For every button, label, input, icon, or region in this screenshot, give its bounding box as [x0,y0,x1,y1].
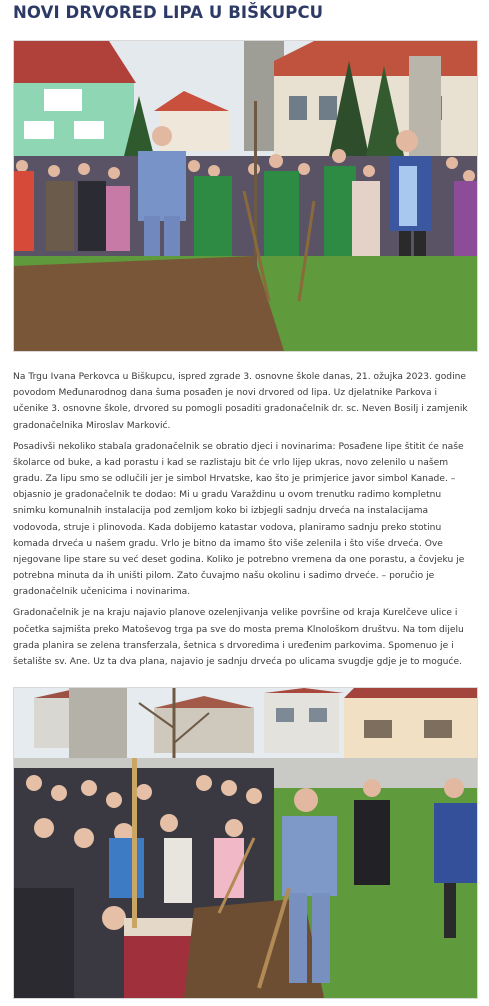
article-paragraph-1: Na Trgu Ivana Perkovca u Biškupcu, ispred zgrade 3. osnovne škole danas, 21. ožujka 2023. godine povodom Međunarodnog dana šuma posađen je novi drvored od lipa. Uz djelatnike Parkova i učenike 3. osnovne škole, drvored su pomogli posaditi gradonačelnik dr. sc. Neven Bosilj i zamjenik gradonačelnika Miroslav Marković. [13,372,468,431]
article-paragraph-3: Gradonačelnik je na kraju najavio planove ozelenjivanja velike površine od kraja Kurelčeve ulice i početka sajmišta preko Matoševog trga pa sve do mosta prema Klnološkom društvu. Na tom dijelu grada planira se zelena transferzala, šetnica s drvoredima i uređenim parkovima. Spomenuo je i šetalište sv. Ane. Uz ta dva plana, najavio je sadnju drveća po ulicama svugdje gdje je to moguće. [13,608,464,668]
article-paragraph-2: Posadivši nekoliko stabala gradonačelnik se obratio djeci i novinarima: Posađene lipe štitit će naše školarce od buke, a kad porastu i kad se razlistaju bit će vrlo lijep ukras, novo zelenilo u našem gradu. Za lipu smo se odlučili jer je simbol Hrvatske, kao što je primjerice javor simbol Kanade. – objasnio je gradonačelnik te dodao: Mi u gradu Varaždinu u ovom trenutku radimo kompletnu snimku komunalnih instalacija pod zemljom koko bi izbjegli sadnju drveća na instalacijama vodovoda, struje i plinovoda. Kada dobijemo katastar vodova, planiramo sadnju preko stotinu komada drveća u našem gradu. Vrlo je bitno da imamo što više zelenila i što više drveća. Ove njegovane lipe stare su već deset godina. Koliko je potrebno vremena da one porastu, a čovjeku je potrebna minuta da ih uništi pilom. Zato čuvajmo našu okolinu i sadimo drveće. – poručio je gradonačelnik učenicima i novinarima. [13,441,465,598]
article-body [13,369,473,675]
article-photo-children-planting[interactable] [13,687,478,999]
photo-2-illustration [14,688,477,998]
article-photo-planting-ceremony[interactable] [13,40,478,352]
photo-1-illustration [14,41,477,351]
article-title: NOVI DRVORED LIPA U BIŠKUPCU [13,3,324,22]
